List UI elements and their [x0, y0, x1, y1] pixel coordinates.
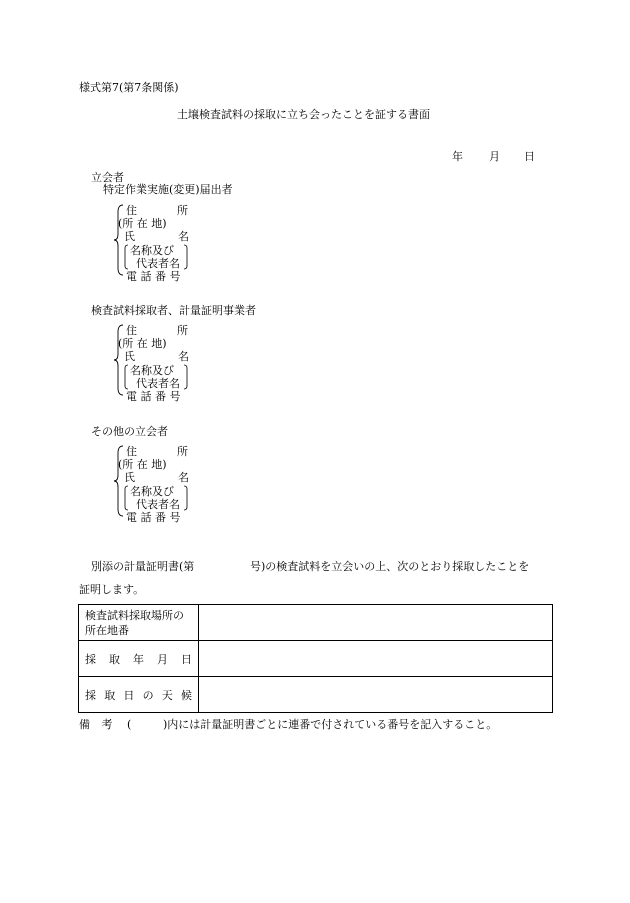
- table-row: [79, 641, 553, 677]
- sampling-location-value[interactable]: [199, 605, 553, 641]
- date-month: 月: [489, 150, 500, 163]
- document-title: 土壌検査試料の採取に立ち会ったことを証する書面: [177, 108, 430, 121]
- address-label-a: 住: [126, 445, 137, 458]
- representative-label-2: 代表者名: [136, 377, 180, 390]
- location-label: (所 在 地): [118, 217, 167, 230]
- phone-label: 電 話 番 号: [126, 270, 181, 283]
- representative-label-1: 名称及び: [130, 364, 174, 377]
- table-row: [79, 605, 553, 641]
- representative-label-2: 代表者名: [136, 498, 180, 511]
- sampling-location-header: [79, 605, 199, 641]
- sampling-weather-header: [79, 677, 199, 713]
- sampling-date-header: [79, 641, 199, 677]
- name-label-a: 氏: [124, 230, 135, 243]
- representative-label-1: 名称及び: [130, 485, 174, 498]
- location-label: (所 在 地): [118, 458, 167, 471]
- location-label: (所 在 地): [118, 337, 167, 350]
- char: 日: [123, 688, 135, 702]
- section3-heading: その他の立会者: [91, 425, 168, 438]
- statement-part3: 証明します。: [79, 583, 145, 596]
- sampling-info-table: [78, 604, 553, 713]
- char: 取: [109, 652, 120, 666]
- char: 取: [104, 688, 116, 702]
- name-label-b: 名: [178, 471, 189, 484]
- sampling-date-value[interactable]: [199, 641, 553, 677]
- address-label-a: 住: [126, 324, 137, 337]
- section2-heading: 検査試料採取者、計量証明事業者: [91, 304, 256, 317]
- address-label-b: 所: [177, 445, 188, 458]
- address-label-b: 所: [177, 324, 188, 337]
- char: 候: [180, 688, 192, 702]
- address-label-a: 住: [126, 204, 137, 217]
- name-label-b: 名: [178, 350, 189, 363]
- sampling-location-line2: 所在地番: [85, 623, 129, 637]
- table-row: [79, 677, 553, 713]
- sampling-location-line1: 検査試料採取場所の: [85, 608, 184, 622]
- statement-part2: 号)の検査試料を立会いの上、次のとおり採取したことを: [250, 560, 530, 573]
- char: 採: [85, 652, 96, 666]
- representative-label-2: 代表者名: [136, 257, 180, 270]
- address-label-b: 所: [177, 204, 188, 217]
- sampling-weather-label: [85, 687, 192, 703]
- name-label-a: 氏: [124, 350, 135, 363]
- char: の: [142, 688, 154, 702]
- note-label: 備 考: [79, 718, 113, 731]
- representative-label-1: 名称及び: [130, 244, 174, 257]
- name-label-b: 名: [178, 230, 189, 243]
- char: 日: [181, 652, 192, 666]
- char: 年: [133, 652, 144, 666]
- char: 採: [85, 688, 96, 702]
- note-open-paren: (: [127, 718, 132, 731]
- form-number: 様式第7(第7条関係): [79, 81, 179, 94]
- section1-heading: 特定作業実施(変更)届出者: [103, 183, 233, 196]
- statement-part1: 別添の計量証明書(第: [91, 560, 195, 573]
- sampling-date-label: [85, 651, 192, 667]
- date-year: 年: [452, 150, 463, 163]
- phone-label: 電 話 番 号: [126, 511, 181, 524]
- char: 天: [161, 688, 173, 702]
- sampling-weather-value[interactable]: [199, 677, 553, 713]
- date-day: 日: [524, 150, 535, 163]
- phone-label: 電 話 番 号: [126, 390, 181, 403]
- name-label-a: 氏: [124, 471, 135, 484]
- note-text: )内には計量証明書ごとに連番で付されている番号を記入すること。: [163, 718, 498, 731]
- char: 月: [157, 652, 168, 666]
- attendees-heading: 立会者: [91, 171, 124, 184]
